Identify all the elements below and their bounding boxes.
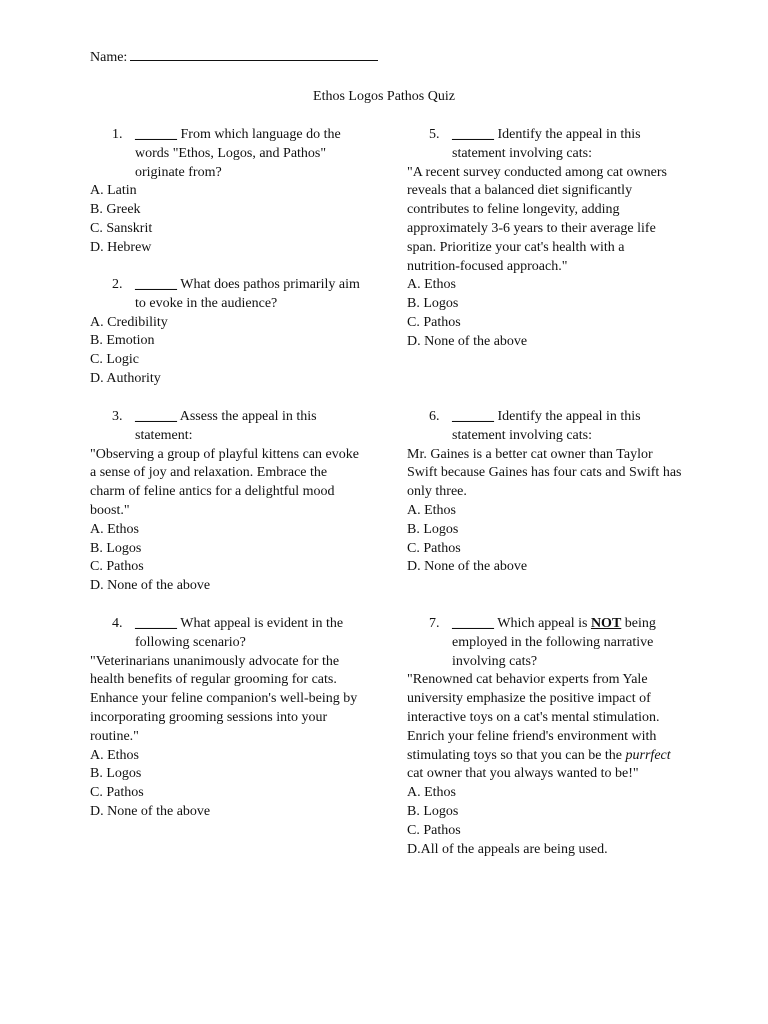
option-a: A. Ethos bbox=[407, 785, 456, 801]
question-number: 6. bbox=[429, 409, 440, 424]
question-number: 5. bbox=[429, 127, 440, 142]
question-1 bbox=[90, 126, 375, 258]
question-6 bbox=[407, 408, 692, 577]
option-c: C. Pathos bbox=[407, 822, 461, 838]
name-blank-line[interactable] bbox=[130, 46, 378, 61]
option-c: C. Pathos bbox=[407, 540, 461, 556]
option-c: C. Pathos bbox=[90, 785, 144, 801]
option-d: D.All of the appeals are being used. bbox=[407, 841, 608, 857]
purrfect-italic: purrfect bbox=[625, 747, 671, 763]
question-prompt: 5. ______ Identify the appeal in this statement involving cats: bbox=[429, 127, 641, 161]
answer-blank[interactable]: ______ bbox=[452, 409, 494, 424]
option-c: C. Pathos bbox=[90, 559, 144, 575]
question-prompt: 2. ______ What does pathos primarily aim to evoke in the audience? bbox=[112, 277, 360, 311]
question-4 bbox=[90, 615, 375, 822]
question-number: 1. bbox=[112, 127, 123, 142]
option-d: D. None of the above bbox=[407, 559, 528, 575]
option-d: D. None of the above bbox=[90, 803, 211, 819]
option-b: B. Logos bbox=[407, 296, 459, 312]
option-a: A. Credibility bbox=[90, 314, 168, 330]
option-b: B. Emotion bbox=[90, 333, 155, 349]
question-prompt: 4. ______ What appeal is evident in the following scenario? bbox=[112, 616, 344, 650]
answer-blank[interactable]: ______ bbox=[135, 277, 177, 292]
question-number: 2. bbox=[112, 277, 123, 292]
question-number: 3. bbox=[112, 409, 123, 424]
question-prompt: 7. ______ Which appeal is NOT being employed in the following narrative involving cats? bbox=[429, 616, 656, 669]
option-b: B. Logos bbox=[90, 540, 142, 556]
name-field-row bbox=[90, 46, 378, 68]
answer-blank[interactable]: ______ bbox=[452, 127, 494, 142]
option-a: A. Latin bbox=[90, 183, 137, 199]
option-a: A. Ethos bbox=[407, 502, 456, 518]
option-b: B. Logos bbox=[90, 766, 142, 782]
question-7 bbox=[407, 615, 692, 859]
option-d: D. None of the above bbox=[407, 333, 528, 349]
question-prompt: 6. ______ Identify the appeal in this statement involving cats: bbox=[429, 409, 641, 443]
question-prompt: 3. ______ Assess the appeal in this statement: bbox=[112, 409, 317, 443]
question-statement: "A recent survey conducted among cat owners reveals that a balanced diet significantly contributes to feline longevity, adding approximately 3-6 years to their average life span. Prioritize your cat's health with a nutrition-focused approach." bbox=[407, 164, 667, 274]
page-title: Ethos Logos Pathos Quiz bbox=[313, 89, 455, 104]
option-b: B. Logos bbox=[407, 521, 459, 537]
question-number: 4. bbox=[112, 616, 123, 631]
question-statement: "Veterinarians unanimously advocate for the health benefits of regular grooming for cats. Enhance your feline companion's well-being by incorporating grooming sessions into your routine." bbox=[90, 653, 358, 744]
question-5 bbox=[407, 126, 692, 352]
answer-blank[interactable]: ______ bbox=[135, 409, 177, 424]
option-b: B. Greek bbox=[90, 202, 141, 218]
option-d: D. Hebrew bbox=[90, 239, 152, 255]
option-a: A. Ethos bbox=[407, 277, 456, 293]
question-statement: "Renowned cat behavior experts from Yale university emphasize the positive impact of interactive toys on a cat's mental stimulation. Enrich your feline friend's environment with stimulating toys so that you can be the purrfect cat owner that you always wanted to be!" bbox=[407, 672, 671, 782]
question-3 bbox=[90, 408, 375, 596]
question-number: 7. bbox=[429, 616, 440, 631]
question-statement: Mr. Gaines is a better cat owner than Taylor Swift because Gaines has four cats and Swift has only three. bbox=[407, 446, 682, 500]
question-2 bbox=[90, 276, 375, 389]
option-d: D. None of the above bbox=[90, 578, 211, 594]
option-c: C. Sanskrit bbox=[90, 220, 153, 236]
question-prompt: 1. ______ From which language do the words "Ethos, Logos, and Pathos" originate from? bbox=[112, 127, 341, 180]
answer-blank[interactable]: ______ bbox=[135, 616, 177, 631]
option-a: A. Ethos bbox=[90, 747, 139, 763]
question-statement: "Observing a group of playful kittens can evoke a sense of joy and relaxation. Embrace the charm of feline antics for a delightful mood boost." bbox=[90, 446, 359, 518]
option-c: C. Logic bbox=[90, 352, 139, 368]
option-b: B. Logos bbox=[407, 803, 459, 819]
option-d: D. Authority bbox=[90, 370, 161, 386]
option-a: A. Ethos bbox=[90, 521, 139, 537]
not-emphasis: NOT bbox=[590, 616, 622, 631]
answer-blank[interactable]: ______ bbox=[135, 127, 177, 142]
option-c: C. Pathos bbox=[407, 314, 461, 330]
answer-blank[interactable]: ______ bbox=[452, 616, 494, 631]
name-label: Name: bbox=[90, 50, 128, 65]
